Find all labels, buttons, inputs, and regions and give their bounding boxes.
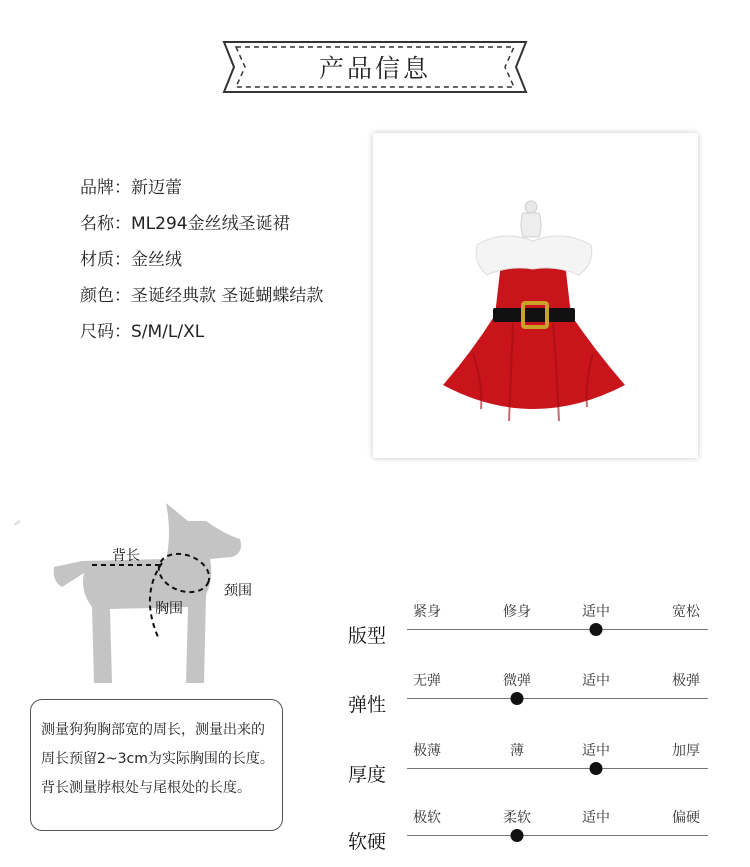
dog-measurement-diagram bbox=[0, 495, 300, 695]
red-velvet-christmas-dress-icon bbox=[373, 133, 698, 458]
attr-selected-dot bbox=[511, 829, 524, 842]
attr-option: 加厚 bbox=[672, 743, 700, 759]
attr-option: 适中 bbox=[582, 810, 610, 826]
info-row-size: 尺码：S/M/L/XL bbox=[80, 322, 205, 342]
attr-scale-line bbox=[407, 629, 708, 630]
dog-silhouette-icon bbox=[54, 503, 241, 683]
chest-label: 胸围 bbox=[155, 601, 183, 617]
attr-option: 适中 bbox=[582, 673, 610, 689]
info-row-color: 颜色：圣诞经典款 圣诞蝴蝶结款 bbox=[80, 286, 324, 306]
attr-name: 版型 bbox=[348, 625, 387, 647]
attr-softness bbox=[346, 797, 712, 857]
product-photo bbox=[373, 133, 698, 458]
attr-name: 厚度 bbox=[348, 764, 387, 786]
neck-label: 颈围 bbox=[224, 583, 252, 599]
page-title: 产品信息 bbox=[318, 54, 431, 83]
attr-option: 适中 bbox=[582, 743, 610, 759]
product-info bbox=[80, 178, 323, 358]
back-length-label: 背长 bbox=[112, 548, 140, 564]
measurement-note: 测量狗狗胸部宽的周长，测量出来的周长预留2~3cm为实际胸围的长度。背长测量脖根处与尾根处的长度。 bbox=[30, 699, 283, 831]
attr-selected-dot bbox=[590, 623, 603, 636]
attr-option: 无弹 bbox=[413, 673, 441, 689]
attr-scale-line bbox=[407, 768, 708, 769]
attr-fit bbox=[346, 591, 712, 651]
attr-option: 柔软 bbox=[503, 810, 531, 826]
attr-scale-line bbox=[407, 835, 708, 836]
attr-option: 极软 bbox=[413, 810, 441, 826]
attr-elasticity bbox=[346, 660, 712, 720]
info-row-name: 名称：ML294金丝绒圣诞裙 bbox=[80, 214, 290, 234]
attr-option: 微弹 bbox=[503, 673, 531, 689]
attr-scale-line bbox=[407, 698, 708, 699]
attr-selected-dot bbox=[511, 692, 524, 705]
attr-option: 极弹 bbox=[672, 673, 700, 689]
attr-option: 极薄 bbox=[413, 743, 441, 759]
attr-option: 适中 bbox=[582, 604, 610, 620]
attr-option: 偏硬 bbox=[672, 810, 700, 826]
attr-name: 软硬 bbox=[348, 831, 387, 853]
attr-option: 紧身 bbox=[413, 604, 441, 620]
attr-selected-dot bbox=[590, 762, 603, 775]
attr-option: 宽松 bbox=[672, 604, 700, 620]
info-row-material: 材质：金丝绒 bbox=[80, 250, 182, 270]
attr-thickness bbox=[346, 730, 712, 790]
attr-option: 修身 bbox=[503, 604, 531, 620]
attr-name: 弹性 bbox=[348, 694, 387, 716]
info-row-brand: 品牌：新迈蕾 bbox=[80, 178, 182, 198]
attr-option: 薄 bbox=[510, 743, 524, 759]
